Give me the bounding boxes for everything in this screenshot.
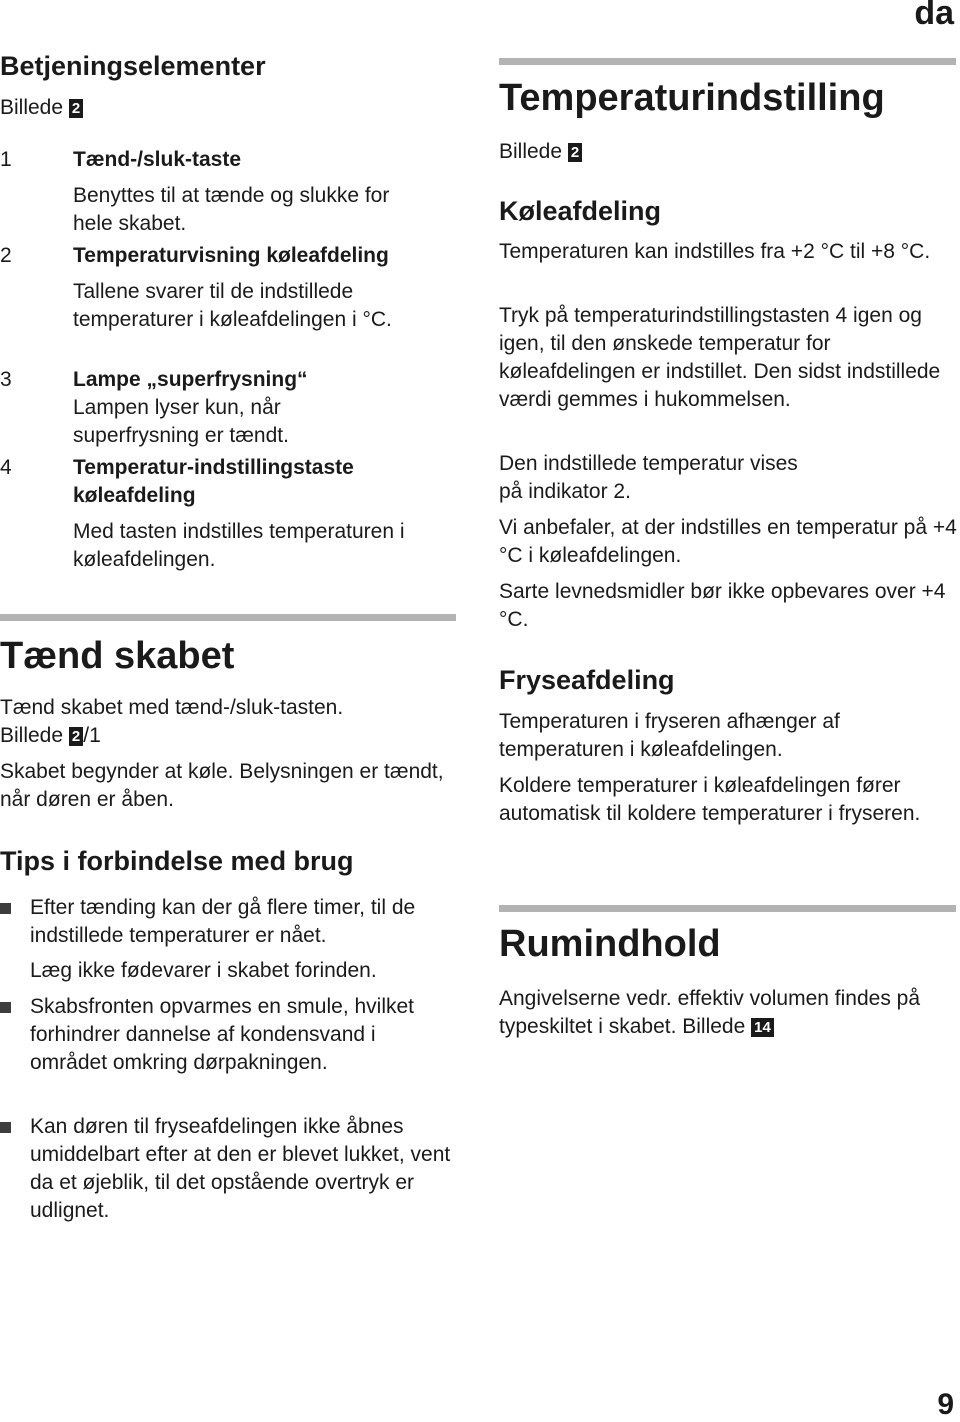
figure-badge: 14 — [751, 1018, 774, 1037]
fridge-paragraph: Den indstillede temperatur vises på indikator 2. — [499, 452, 798, 503]
switch-on-instruction: Tænd skabet med tænd-/sluk-tasten. — [0, 696, 344, 719]
item-number: 3 — [0, 368, 12, 391]
page-number: 9 — [937, 1388, 954, 1421]
temperature-heading: Temperaturindstilling — [499, 77, 885, 119]
section-rule — [499, 905, 956, 912]
fridge-paragraph: Sarte levnedsmidler bør ikke opbevares over +4 °C. — [499, 580, 946, 631]
switch-on-result: Skabet begynder at køle. Belysningen er tændt, når døren er åben. — [0, 760, 444, 811]
tip-item: Efter tænding kan der gå flere timer, til de indstillede temperaturer er nået. — [30, 896, 416, 947]
fridge-heading: Køleafdeling — [499, 196, 662, 226]
switch-on-heading: Tænd skabet — [0, 635, 235, 677]
tip-note: Læg ikke fødevarer i skabet forinden. — [30, 959, 377, 982]
contents-heading: Rumindhold — [499, 923, 721, 965]
tip-item: Skabsfronten opvarmes en smule, hvilket forhindrer dannelse af kondensvand i området omkring dørpakningen. — [30, 995, 415, 1074]
language-tag: da — [914, 0, 954, 32]
item-description: Med tasten indstilles temperaturen i køleafdelingen. — [73, 520, 405, 571]
switch-on-figure-ref: Billede 2 /1 — [0, 724, 101, 747]
freezer-paragraph: Koldere temperaturer i køleafdelingen fører automatisk til koldere temperaturer i fryseren. — [499, 774, 921, 825]
contents-text: Angivelserne vedr. effektiv volumen findes på typeskiltet i skabet. Billede 14 — [499, 987, 921, 1038]
section-rule — [499, 58, 956, 65]
bullet-icon — [0, 903, 11, 914]
freezer-paragraph: Temperaturen i fryseren afhænger af temperaturen i køleafdelingen. — [499, 710, 840, 761]
fridge-paragraph: Vi anbefaler, at der indstilles en temperatur på +4 °C i køleafdelingen. — [499, 516, 957, 567]
item-title: Lampe „superfrysning“ — [73, 368, 308, 391]
figure-badge: 2 — [69, 727, 83, 746]
item-description: Benyttes til at tænde og slukke for hele skabet. — [73, 184, 390, 235]
item-title: Temperaturvisning køleafdeling — [73, 244, 389, 267]
item-number: 1 — [0, 148, 12, 171]
controls-heading: Betjeningselementer — [0, 51, 266, 81]
item-title: Temperatur-indstillingstaste køleafdeling — [73, 456, 354, 507]
tip-item: Kan døren til fryseafdelingen ikke åbnes umiddelbart efter at den er blevet lukket, vent da et øjeblik, til det opstående overtryk er udlignet. — [30, 1115, 451, 1222]
bullet-icon — [0, 1002, 11, 1013]
tips-heading: Tips i forbindelse med brug — [0, 846, 354, 876]
temperature-figure-ref: Billede 2 — [499, 138, 582, 166]
figure-badge: 2 — [69, 99, 83, 118]
item-description: Tallene svarer til de indstillede temperaturer i køleafdelingen i °C. — [73, 280, 392, 331]
fridge-paragraph: Tryk på temperaturindstillingstasten 4 igen og igen, til den ønskede temperatur for køleafdelingen er indstillet. Den sidst indstillede værdi gemmes i hukommelsen. — [499, 304, 941, 411]
item-number: 2 — [0, 244, 12, 267]
controls-figure-ref: Billede 2 — [0, 94, 83, 122]
freezer-heading: Fryseafdeling — [499, 665, 675, 695]
item-description: Lampen lyser kun, når superfrysning er tændt. — [73, 396, 289, 447]
fridge-paragraph: Temperaturen kan indstilles fra +2 °C til +8 °C. — [499, 240, 931, 263]
section-rule — [0, 614, 456, 621]
item-title: Tænd-/sluk-taste — [73, 148, 242, 171]
bullet-icon — [0, 1122, 11, 1133]
item-number: 4 — [0, 456, 12, 479]
figure-badge: 2 — [568, 143, 582, 162]
